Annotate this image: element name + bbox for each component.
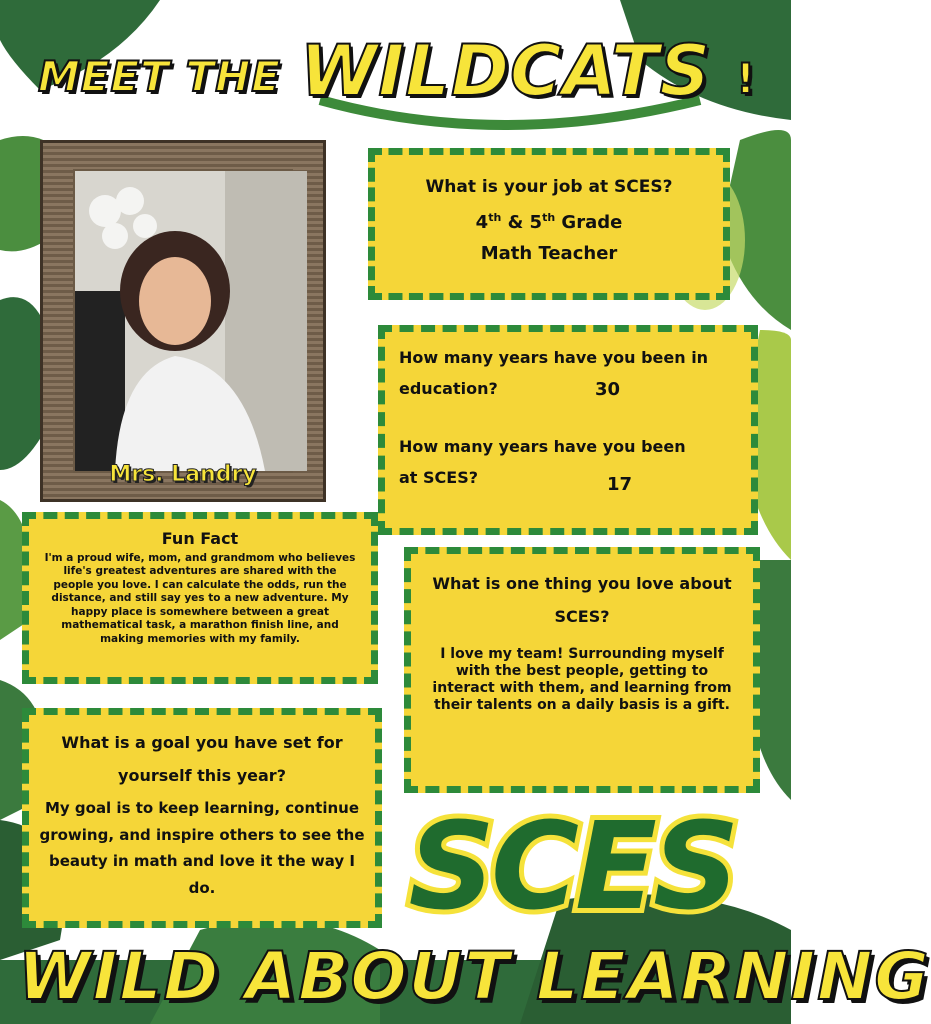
- header-meet-text: MEET THE: [38, 52, 281, 101]
- photo-frame: [40, 140, 326, 502]
- years-sces-question-line2: at SCES?: [399, 468, 479, 487]
- fun-fact-text: I'm a proud wife, mom, and grandmom who believes life's greatest adventures are shared with the people you love. I can calculate the odds, run the distance, and still say yes to a new adventure. My happy place is somewhere between a great mathematical task, a marathon finish line, and making memories with my family.: [44, 552, 356, 645]
- fun-fact-heading: Fun Fact: [161, 529, 239, 548]
- goal-question-line1: What is a goal you have set for: [61, 733, 343, 752]
- goal-answer: My goal is to keep learning, continue growing, and inspire others to see the beauty in math and love it the way I do.: [39, 799, 365, 898]
- love-answer: I love my team! Surrounding myself with the best people, getting to interact with them, and learning from their talents on a daily basis is a gift.: [432, 646, 732, 714]
- teacher-name-label: Mrs. Landry: [109, 462, 257, 487]
- goal-card: [22, 708, 382, 928]
- years-sces-question-line1: How many years have you been: [399, 437, 686, 456]
- years-education-question-line1: How many years have you been in: [399, 348, 709, 367]
- job-title: Math Teacher: [480, 243, 618, 264]
- sces-logo: [382, 790, 762, 940]
- love-question-line2: SCES?: [554, 607, 610, 626]
- sces-logo-text: SCES: [408, 798, 736, 937]
- years-education-question-line2: education?: [399, 379, 498, 398]
- love-card: [404, 547, 760, 793]
- teacher-photo: [75, 171, 307, 471]
- love-question-line1: What is one thing you love about: [432, 574, 732, 593]
- fun-fact-card: [22, 512, 378, 684]
- job-grade: 4th & 5th Grade: [475, 211, 623, 233]
- job-question: What is your job at SCES?: [425, 177, 673, 197]
- years-education-answer: 30: [595, 379, 621, 400]
- header-exclamation: !: [736, 54, 757, 103]
- goal-question-line2: yourself this year?: [118, 766, 286, 785]
- footer-tagline: WILD ABOUT LEARNING: [18, 938, 931, 1015]
- years-card: [378, 325, 758, 535]
- job-card: [368, 148, 730, 300]
- header-wildcats-text: WILDCATS: [300, 30, 711, 112]
- years-sces-answer: 17: [607, 474, 633, 495]
